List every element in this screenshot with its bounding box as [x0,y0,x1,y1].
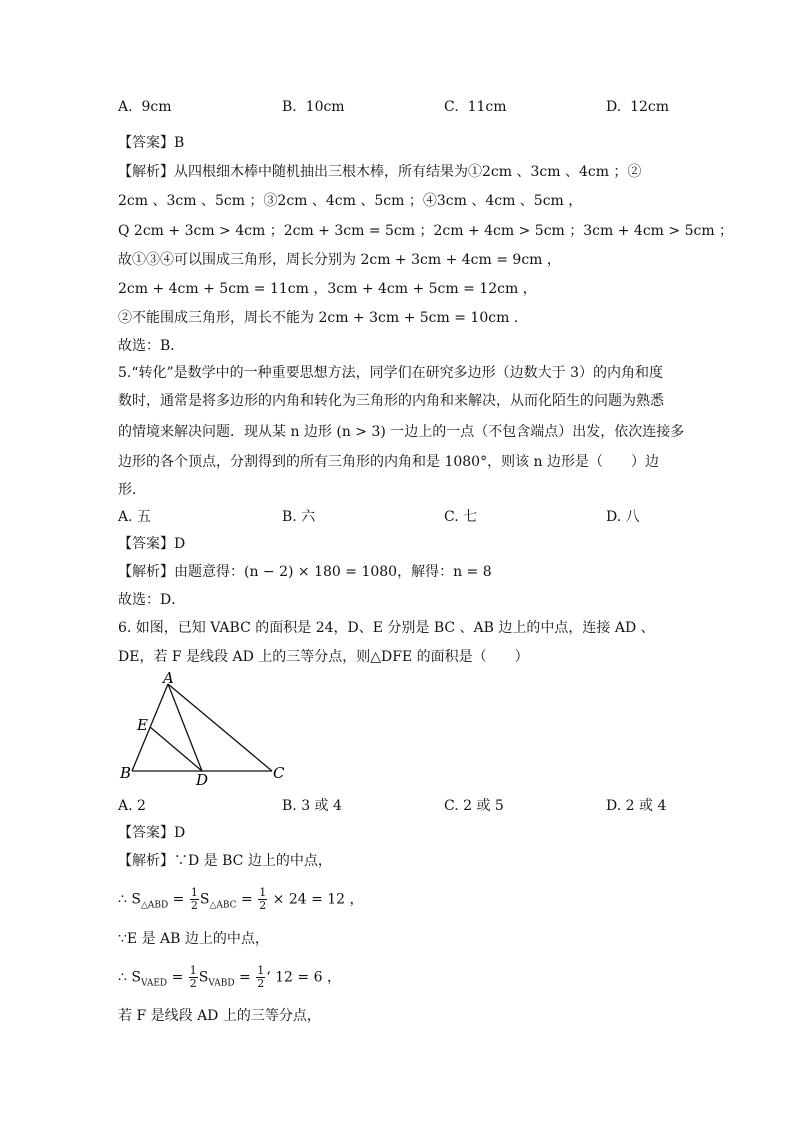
formula-prefix: ∴ S [118,891,141,908]
q5-option-b [282,507,315,527]
triangle-figure [110,670,300,790]
q4-analysis-line-6: ②不能围成三角形，周长不能为 2cm + 3cm + 5cm = 10cm . [118,310,519,326]
formula-subscript: VABD [208,978,235,989]
formula-result: × 24 = 12 ， [268,891,364,908]
option-text: 2 [137,798,146,814]
answer-tag: 【答案】 [118,825,174,841]
option-label: B. [282,509,297,525]
analysis-text: ∵D 是 BC 边上的中点， [174,853,332,869]
q4-analysis-line-5: 2cm + 4cm + 5cm = 11cm ，3cm + 4cm + 5cm = 12cm ， [118,281,537,297]
answer-value: B [174,135,185,151]
formula-subscript: △ABC [209,900,237,911]
answer-tag: 【答案】 [118,536,174,552]
formula-subscript: △ABD [140,900,169,911]
fraction-denominator: 2 [257,977,265,990]
fraction-numerator: 1 [259,886,267,899]
option-text: 七 [463,509,478,525]
label-d: D [196,771,209,789]
q4-conclusion: 故选：B． [118,338,185,354]
label-a: A [163,670,174,687]
option-label: C. [444,798,459,814]
option-label: D. [606,798,622,814]
analysis-tag: 【解析】 [118,164,174,180]
q5-option-c [444,507,477,527]
segment-ad [168,684,202,771]
answer-tag: 【答案】 [118,135,174,151]
option-text: 10cm [305,99,345,115]
q6-option-c [444,796,504,816]
formula-s: S [199,891,210,908]
fraction-denominator: 2 [189,977,197,990]
q6-answer [118,823,185,843]
option-text: 9cm [141,99,172,115]
option-text: 2 或 4 [625,798,667,814]
q4-analysis-line-2: 2cm 、3cm 、5cm ；③2cm 、4cm 、5cm ；④3cm 、4cm 、5cm ， [118,193,583,209]
q5-conclusion: 故选：D． [118,592,186,608]
option-text: 六 [301,509,316,525]
option-label: B. [282,798,297,814]
q6-stem-line-1: 6. 如图，已知 VABC 的面积是 24，D、E 分别是 BC 、AB 边上的中点，连接 AD 、 [118,620,655,636]
q6-analysis-line-1 [118,851,332,871]
q6-analysis-line-3: ∵E 是 AB 边上的中点， [118,931,269,947]
analysis-text: 从四根细木棒中随机抽出三根木棒，所有结果为①2cm 、3cm 、4cm ；② [174,164,642,180]
answer-value: D [174,825,186,841]
fraction-half [256,965,265,990]
q6-stem-line-2: DE，若 F 是线段 AD 上的三等分点，则△DFE 的面积是（ ） [118,649,529,665]
q6-option-b [282,796,342,816]
option-text: 12cm [630,99,670,115]
answer-value: D [174,536,186,552]
q4-option-a [118,97,172,117]
q6-analysis-area-aed [118,965,341,993]
q5-option-d [606,507,640,527]
q6-analysis-area-abd [118,887,364,915]
option-text: 八 [625,509,640,525]
fraction-half [190,887,199,912]
q5-answer [118,534,185,554]
q4-option-b [282,97,345,117]
analysis-tag: 【解析】 [118,564,174,580]
formula-equals: = [234,969,256,986]
option-label: A. [118,99,133,115]
option-text: 2 或 5 [463,798,504,814]
q6-option-d [606,796,666,816]
fraction-half [258,887,267,912]
option-label: C. [444,509,459,525]
formula-result: ‘ 12 = 6 ， [266,969,341,986]
label-c: C [273,764,285,782]
q5-stem-line-2: 数时，通常是将多边形的内角和转化为三角形的内角和来解决，从而化陌生的问题为熟悉 [118,393,664,409]
option-text: 3 或 4 [301,798,342,814]
q5-stem-line-4: 边形的各个顶点，分割得到的所有三角形的内角和是 1080°，则该 n 边形是（ ）边 [118,454,659,470]
q4-answer [118,133,184,153]
q5-stem-line-5: 形． [118,482,146,498]
formula-equals: = [167,969,188,986]
formula-equals: = [236,891,258,908]
formula-prefix: ∴ S [118,969,141,986]
fraction-denominator: 2 [190,899,198,912]
formula-equals: = [168,891,189,908]
fraction-denominator: 2 [259,899,267,912]
option-label: D. [606,509,622,525]
q4-option-c [444,97,507,117]
analysis-tag: 【解析】 [118,853,174,869]
side-ac [168,684,272,771]
q4-analysis-line-3: Q 2cm + 3cm > 4cm ；2cm + 3cm = 5cm ；2cm + 4cm > 5cm ；3cm + 4cm > 5cm ； [118,223,734,239]
fraction-numerator: 1 [189,964,197,977]
q6-analysis-line-5: 若 F 是线段 AD 上的三等分点， [118,1008,321,1024]
q4-analysis-line-1 [118,162,641,182]
q5-analysis [118,562,492,582]
label-e: E [137,716,148,734]
option-label: C. [444,99,459,115]
q4-analysis-line-4: 故①③④可以围成三角形，周长分别为 2cm + 3cm + 4cm = 9cm ， [118,252,561,268]
segment-de [150,727,202,771]
q4-option-d [606,97,669,117]
label-b: B [120,764,132,782]
q5-option-a [118,507,151,527]
option-text: 11cm [467,99,507,115]
option-label: B. [282,99,297,115]
q5-stem-line-1: 5.“转化”是数学中的一种重要思想方法，同学们在研究多边形（边数大于 3）的内角和度 [118,365,664,381]
formula-subscript: VAED [140,978,168,989]
analysis-text: 由题意得：(n − 2) × 180 = 1080，解得：n = 8 [174,564,492,580]
option-label: A. [118,798,133,814]
q6-option-a [118,796,146,816]
fraction-numerator: 1 [190,886,198,899]
formula-s: S [198,969,209,986]
option-label: A. [118,509,133,525]
fraction-numerator: 1 [257,964,265,977]
option-text: 五 [137,509,152,525]
fraction-half [189,965,198,990]
option-label: D. [606,99,622,115]
q5-stem-line-3: 的情境来解决问题．现从某 n 边形 (n > 3) 一边上的一点（不包含端点）出发，依次连接多 [118,424,685,440]
